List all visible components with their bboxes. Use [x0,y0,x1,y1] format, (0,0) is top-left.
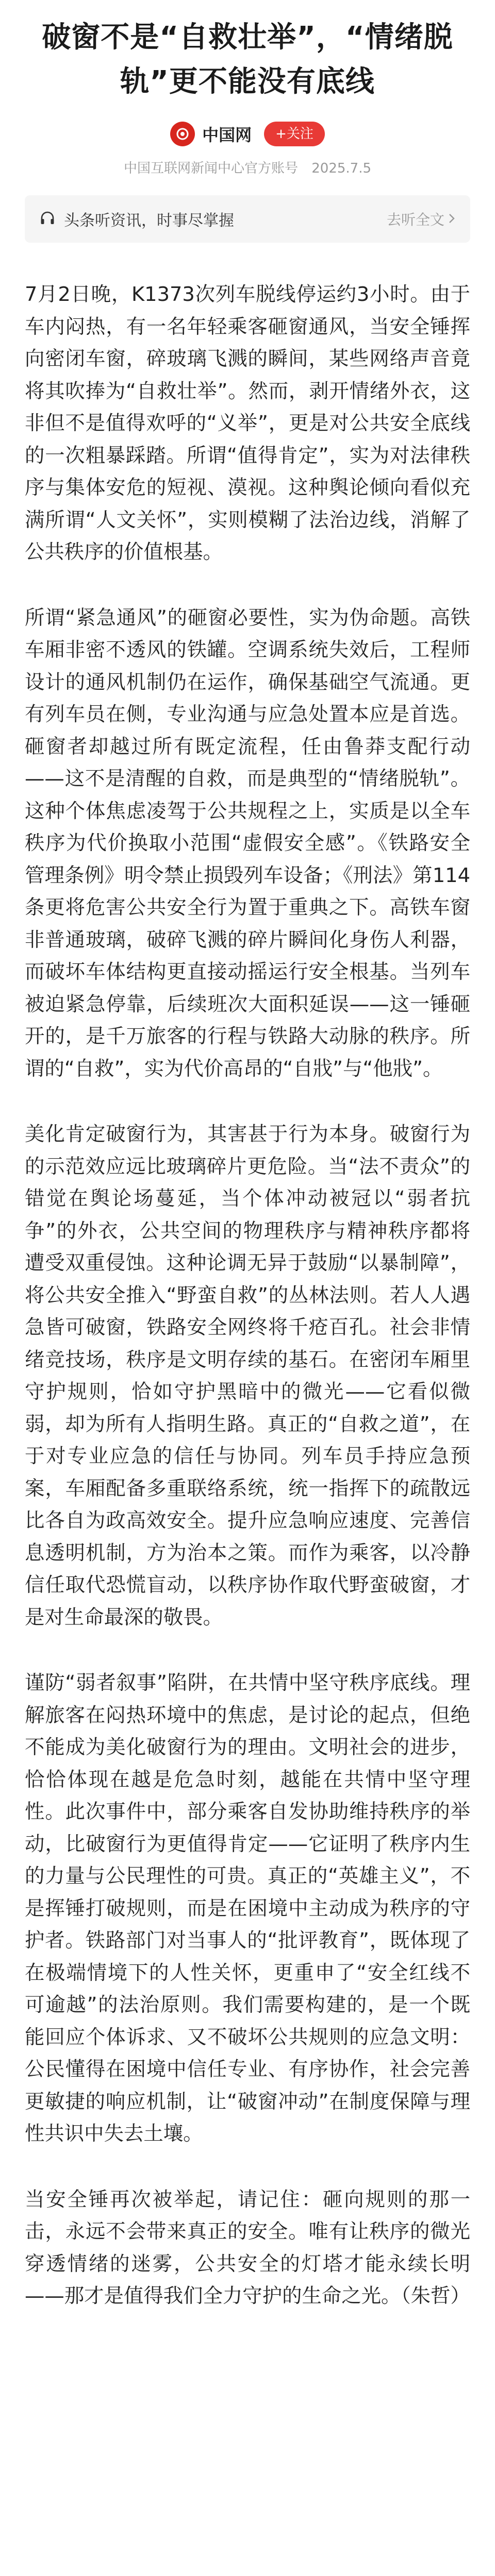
paragraph: 当安全锤再次被举起，请记住：砸向规则的那一击，永远不会带来真正的安全。唯有让秩序的微光穿透情绪的迷雾，公共安全的灯塔才能永续长明——那才是值得我们全力守护的生命之光。（朱哲） [25,2188,470,2308]
publish-date: 2025.7.5 [311,161,372,176]
china-net-logo-icon[interactable] [170,122,195,146]
headphones-icon [39,210,56,228]
paragraph: 所谓“紧急通风”的砸窗必要性，实为伪命题。高铁车厢非密不透风的铁罐。空调系统失效后，工程师设计的通风机制仍在运作，确保基础空气流通。更有列车员在侧，专业沟通与应急处置本应是首选。砸窗者却越过所有既定流程，任由鲁莽支配行动——这不是清醒的自救，而是典型的“情绪脱轨”。这种个体焦虑凌驾于公共规程之上，实质是以全车秩序为代价换取小范围“虚假安全感”。《铁路安全管理条例》明令禁止损毁列车设备；《刑法》第114条更将危害公共安全行为置于重典之下。高铁车窗非普通玻璃，破碎飞溅的碎片瞬间化身伤人利器，而破坏车体结构更直接动摇运行安全根基。当列车被迫紧急停靠，后续班次大面积延误——这一锤砸开的，是千万旅客的行程与铁路大动脉的秩序。所谓的“自救”，实为代价高昂的“自戕”与“他戕”。 [25,606,471,1080]
listen-text: 头条听资讯，时事尽掌握 [64,212,234,230]
chevron-right-icon [448,211,456,228]
source-row [25,122,470,146]
source-org: 中国互联网新闻中心官方账号 [123,161,298,176]
listen-full-link[interactable] [387,209,456,229]
follow-button[interactable]: +关注 [264,122,325,146]
listen-full-label: 去听全文 [386,211,444,228]
paragraph: 谨防“弱者叙事”陷阱，在共情中坚守秩序底线。理解旅客在闷热环境中的焦虑，是讨论的起点，但绝不能成为美化破窗行为的理由。文明社会的进步，恰恰体现在越是危急时刻，越能在共情中坚守理性。此次事件中，部分乘客自发协助维持秩序的举动，比破窗行为更值得肯定——它证明了秩序内生的力量与公民理性的可贵。真正的“英雄主义”，不是挥锤打破规则，而是在困境中主动成为秩序的守护者。铁路部门对当事人的“批评教育”，既体现了在极端情境下的人性关怀，更重申了“安全红线不可逾越”的法治原则。我们需要构建的，是一个既能回应个体诉求、又不破坏公共规则的应急文明：公民懂得在困境中信任专业、有序协作，社会完善更敏捷的响应机制，让“破窗冲动”在制度保障与理性共识中失去土壤。 [25,1671,470,2145]
paragraph: 7月2日晚，K1373次列车脱线停运约3小时。由于车内闷热，有一名年轻乘客砸窗通风，当安全锤挥向密闭车窗，碎玻璃飞溅的瞬间，某些网络声音竟将其吹捧为“自救壮举”。然而，剥开情绪外衣，这非但不是值得欢呼的“义举”，更是对公共安全底线的一次粗暴踩踏。所谓“值得肯定”，实为对法律秩序与集体安危的短视、漠视。这种舆论倾向看似充满所谓“人文关怀”，实则模糊了法治边线，消解了公共秩序的价值根基。 [25,283,470,564]
paragraph: 美化肯定破窗行为，其害甚于行为本身。破窗行为的示范效应远比玻璃碎片更危险。当“法不责众”的错觉在舆论场蔓延，当个体冲动被冠以“弱者抗争”的外衣，公共空间的物理秩序与精神秩序都将遭受双重侵蚀。这种论调无异于鼓励“以暴制障”，将公共安全推入“野蛮自救”的丛林法则。若人人遇急皆可破窗，铁路安全网终将千疮百孔。社会非情绪竞技场，秩序是文明存续的基石。在密闭车厢里守护规则，恰如守护黑暗中的微光——它看似微弱，却为所有人指明生路。真正的“自救之道”，在于对专业应急的信任与协同。列车员手持应急预案，车厢配备多重联络系统，统一指挥下的疏散远比各自为政高效安全。提升应急响应速度、完善信息透明机制，方为治本之策。而作为乘客，以冷静信任取代恐慌盲动，以秩序协作取代野蛮破窗，才是对生命最深的敬畏。 [25,1123,470,1629]
source-name[interactable]: 中国网 [202,125,252,145]
listen-bar[interactable] [25,195,470,243]
meta-row [25,158,470,177]
article-title: 破窗不是“自救壮举”，“情绪脱轨”更不能没有底线 [42,21,453,98]
article-body [25,279,470,2313]
